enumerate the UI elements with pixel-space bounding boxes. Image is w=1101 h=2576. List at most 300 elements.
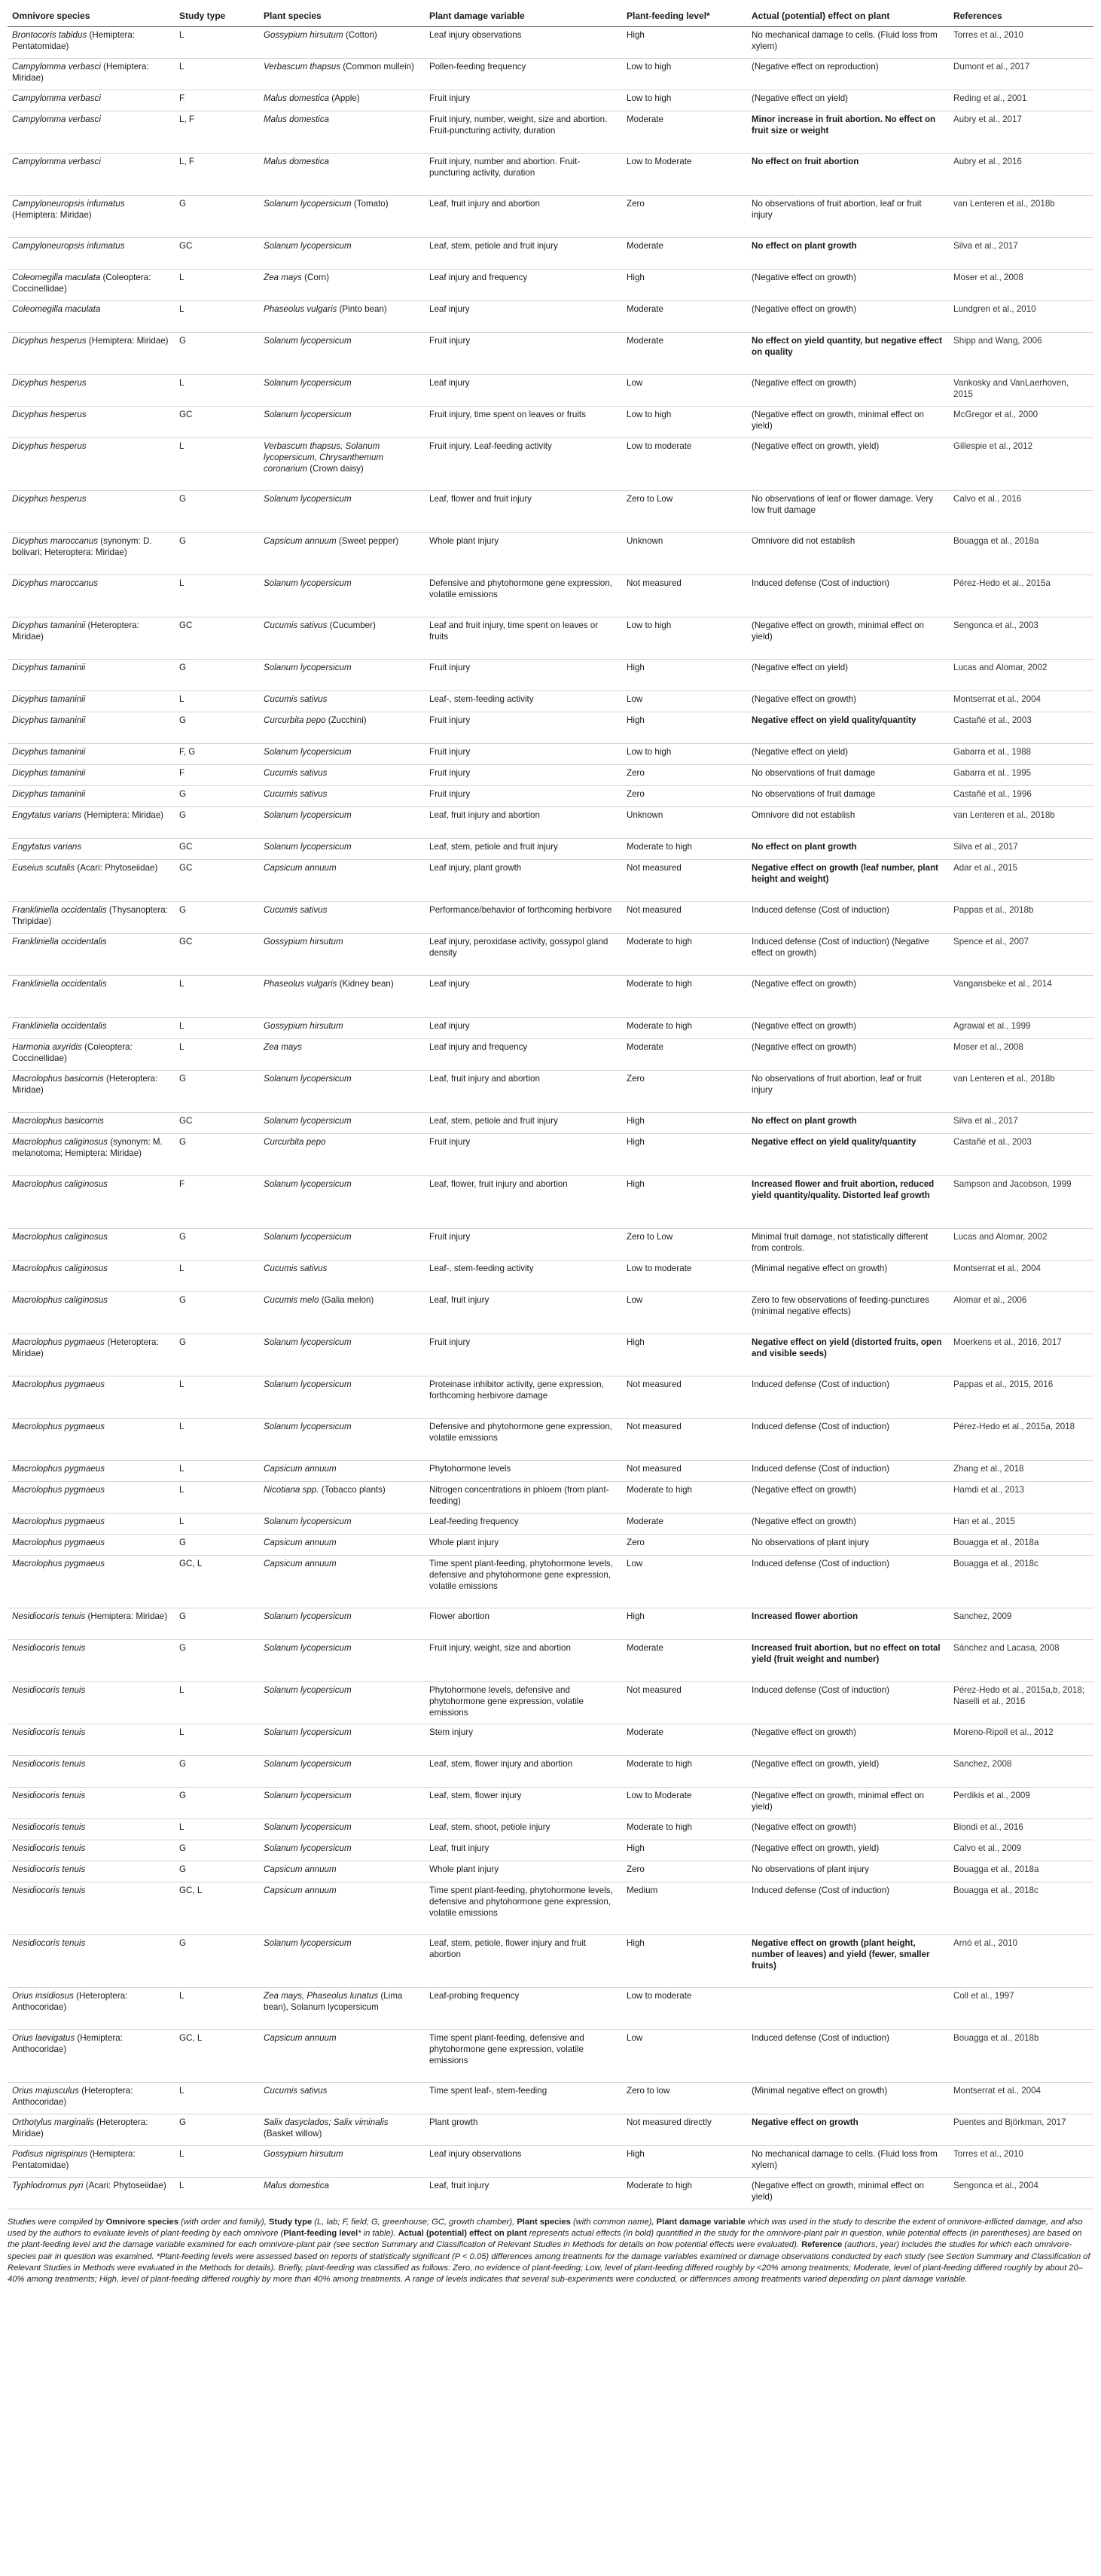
study-type-cell: L xyxy=(175,976,259,1018)
plant-name: Cucumis melo xyxy=(264,1295,319,1305)
table-row xyxy=(8,407,1093,438)
damage-variable-cell: Fruit injury, time spent on leaves or fruits xyxy=(425,407,622,438)
plant-name: Capsicum annuum xyxy=(264,1886,337,1895)
footnote-text: (authors, year) includes the studies for which each omnivore-species pair in question was examined. *Plant-feeding levels were assessed based on reports of statistically significant (P < 0.05) differences among treatments for the damage variables examined or damage observations conducted by each study (see Section Summary and Classification of Relevant Studies in Methods were evaluated in the Methods for details). Briefly, plant-feeding was classified as follows: Zero, no evidence of plant-feeding; Low, level of plant-feeding differed roughly by <20% among treatments; Moderate, level of plant-feeding differed roughly by about 20–40% among treatments; High, level of plant-feeding differed roughly by more than 40% among treatments. A range of levels indicates that several sub-experiments were conducted, or differences among treatments varied depending on plant damage variable. xyxy=(8,2240,1090,2285)
species-name: Dicyphus hesperus xyxy=(12,336,87,346)
species-order: (Coleoptera: Coccinellidae) xyxy=(12,273,151,294)
species-order: (Heteroptera: Miridae) xyxy=(12,2117,148,2139)
omnivore-species-cell xyxy=(8,1419,175,1461)
table-row xyxy=(8,1334,1093,1376)
species-order: (Hemiptera: Miridae) xyxy=(84,810,164,820)
table-row xyxy=(8,1419,1093,1461)
study-type-cell: L xyxy=(175,1261,259,1292)
reference-cell: Pérez-Hedo et al., 2015a,b, 2018; Naselli et al., 2016 xyxy=(949,1682,1093,1724)
plant-species-cell xyxy=(259,1376,425,1419)
reference-cell: Bouagga et al., 2018a xyxy=(949,1535,1093,1556)
reference-cell: Pérez-Hedo et al., 2015a xyxy=(949,575,1093,617)
plant-name: Solanum lycopersicum xyxy=(264,1643,352,1653)
plant-species-cell xyxy=(259,660,425,691)
feeding-level-cell: Low to Moderate xyxy=(622,1788,747,1819)
study-type-cell: G xyxy=(175,533,259,575)
feeding-level-cell: High xyxy=(622,1176,747,1229)
species-order: (Hemiptera: Miridae) xyxy=(88,336,169,346)
plant-species-cell xyxy=(259,2146,425,2178)
plant-species-cell xyxy=(259,1261,425,1292)
study-type-cell: G xyxy=(175,807,259,839)
reference-cell: van Lenteren et al., 2018b xyxy=(949,1071,1093,1113)
species-name: Dicyphus hesperus xyxy=(12,410,87,419)
damage-variable-cell: Fruit injury, weight, size and abortion xyxy=(425,1640,622,1682)
omnivore-species-cell xyxy=(8,1376,175,1419)
study-type-cell: L xyxy=(175,691,259,712)
feeding-level-cell: Not measured xyxy=(622,860,747,902)
reference-cell: Moser et al., 2008 xyxy=(949,1039,1093,1071)
damage-variable-cell: Leaf-, stem-feeding activity xyxy=(425,1261,622,1292)
col-header-references: References xyxy=(949,8,1093,27)
species-name: Nesidiocoris tenuis xyxy=(12,1727,86,1737)
plant-common-name: (Galia melon) xyxy=(321,1295,374,1305)
feeding-level-cell: Moderate to high xyxy=(622,934,747,976)
omnivore-species-cell xyxy=(8,1608,175,1640)
footnote-text: (with order and family), xyxy=(178,2218,269,2227)
reference-cell: Montserrat et al., 2004 xyxy=(949,1261,1093,1292)
species-name: Coleomegilla maculata xyxy=(12,304,101,314)
damage-variable-cell: Leaf, stem, petiole and fruit injury xyxy=(425,238,622,270)
species-order: (Thysanoptera: Thripidae) xyxy=(12,905,168,926)
effect-on-plant-cell: Negative effect on yield quality/quantity xyxy=(747,712,949,744)
omnivore-species-cell xyxy=(8,2114,175,2146)
footnote-text: (L, lab; F, field; G, greenhouse; GC, growth chamber), xyxy=(312,2218,517,2227)
omnivore-species-cell xyxy=(8,902,175,934)
species-name: Nesidiocoris tenuis xyxy=(12,1611,86,1621)
effect-on-plant-cell: Induced defense (Cost of induction) xyxy=(747,1419,949,1461)
study-type-cell: L xyxy=(175,301,259,333)
table-row xyxy=(8,90,1093,111)
species-name: Nesidiocoris tenuis xyxy=(12,1843,86,1853)
damage-variable-cell: Leaf injury and frequency xyxy=(425,1039,622,1071)
effect-on-plant-cell: Induced defense (Cost of induction) xyxy=(747,575,949,617)
damage-variable-cell: Fruit injury xyxy=(425,744,622,765)
reference-cell: Puentes and Björkman, 2017 xyxy=(949,2114,1093,2146)
table-row xyxy=(8,1482,1093,1514)
damage-variable-cell: Stem injury xyxy=(425,1724,622,1756)
species-name: Engytatus varians xyxy=(12,810,82,820)
species-name: Macrolophus basicornis xyxy=(12,1116,104,1126)
study-type-cell: G xyxy=(175,786,259,807)
table-row xyxy=(8,860,1093,902)
species-name: Engytatus varians xyxy=(12,842,82,852)
plant-species-cell xyxy=(259,1840,425,1861)
species-name: Typhlodromus pyri xyxy=(12,2181,84,2190)
omnivore-species-cell xyxy=(8,976,175,1018)
species-order: (Heteroptera: Anthocoridae) xyxy=(12,1991,128,2012)
plant-name: Phaseolus vulgaris xyxy=(264,304,337,314)
species-name: Frankliniella occidentalis xyxy=(12,979,107,989)
omnivore-species-cell xyxy=(8,59,175,90)
species-order: (Acari: Phytoseiidae) xyxy=(77,863,158,873)
study-type-cell: G xyxy=(175,333,259,375)
species-name: Euseius scutalis xyxy=(12,863,75,873)
reference-cell: Hamdi et al., 2013 xyxy=(949,1482,1093,1514)
effect-on-plant-cell: No effect on plant growth xyxy=(747,839,949,860)
damage-variable-cell: Time spent leaf-, stem-feeding xyxy=(425,2083,622,2114)
plant-name: Solanum lycopersicum xyxy=(264,241,352,251)
plant-name: Solanum lycopersicum xyxy=(264,1116,352,1126)
table-row xyxy=(8,238,1093,270)
damage-variable-cell: Leaf, fruit injury xyxy=(425,1840,622,1861)
damage-variable-cell: Leaf, stem, petiole and fruit injury xyxy=(425,839,622,860)
footnote-key: Actual (potential) effect on plant xyxy=(398,2229,527,2239)
damage-variable-cell: Leaf injury, plant growth xyxy=(425,860,622,902)
plant-name: Zea mays xyxy=(264,1042,302,1052)
omnivore-species-cell xyxy=(8,90,175,111)
table-row xyxy=(8,1292,1093,1334)
feeding-level-cell: Moderate to high xyxy=(622,1819,747,1840)
study-type-cell: L xyxy=(175,1376,259,1419)
plant-name: Capsicum annuum xyxy=(264,536,337,546)
table-row xyxy=(8,2146,1093,2178)
damage-variable-cell: Phytohormone levels xyxy=(425,1461,622,1482)
table-row xyxy=(8,839,1093,860)
plant-common-name: (Kidney bean) xyxy=(339,979,394,989)
damage-variable-cell: Leaf, fruit injury and abortion xyxy=(425,807,622,839)
feeding-level-cell: Not measured xyxy=(622,902,747,934)
plant-common-name: (Zucchini) xyxy=(328,715,367,725)
plant-name: Solanum lycopersicum xyxy=(264,1822,352,1832)
plant-species-cell xyxy=(259,1682,425,1724)
feeding-level-cell: Low to high xyxy=(622,59,747,90)
effect-on-plant-cell: No effect on yield quantity, but negative effect on quality xyxy=(747,333,949,375)
damage-variable-cell: Time spent plant-feeding, phytohormone levels, defensive and phytohormone gene expression, volatile emissions xyxy=(425,1882,622,1935)
effect-on-plant-cell: No observations of fruit damage xyxy=(747,765,949,786)
feeding-level-cell: High xyxy=(622,2146,747,2178)
feeding-level-cell: Low to moderate xyxy=(622,1261,747,1292)
species-name: Macrolophus pygmaeus xyxy=(12,1485,105,1495)
damage-variable-cell: Fruit injury xyxy=(425,660,622,691)
damage-variable-cell: Leaf and fruit injury, time spent on leaves or fruits xyxy=(425,617,622,660)
plant-name: Nicotiana spp. xyxy=(264,1485,319,1495)
plant-species-cell xyxy=(259,617,425,660)
species-name: Nesidiocoris tenuis xyxy=(12,1886,86,1895)
table-row xyxy=(8,1113,1093,1134)
omnivore-species-cell xyxy=(8,1334,175,1376)
footnote-text: Studies were compiled by xyxy=(8,2218,106,2227)
plant-species-cell xyxy=(259,491,425,533)
plant-species-cell xyxy=(259,333,425,375)
study-type-cell: G xyxy=(175,1071,259,1113)
study-type-cell: L xyxy=(175,1482,259,1514)
plant-species-cell xyxy=(259,111,425,154)
species-name: Campylomma verbasci xyxy=(12,157,101,166)
effect-on-plant-cell: Negative effect on yield quality/quantity xyxy=(747,1134,949,1176)
reference-cell: Lucas and Alomar, 2002 xyxy=(949,1229,1093,1261)
table-row xyxy=(8,1514,1093,1535)
footnote-text: (with common name), xyxy=(570,2218,657,2227)
omnivore-species-cell xyxy=(8,196,175,238)
omnivore-species-cell xyxy=(8,934,175,976)
species-name: Coleomegilla maculata xyxy=(12,273,101,282)
feeding-level-cell: High xyxy=(622,1113,747,1134)
study-type-cell: G xyxy=(175,660,259,691)
reference-cell: Vankosky and VanLaerhoven, 2015 xyxy=(949,375,1093,407)
plant-common-name: (Cotton) xyxy=(345,30,377,40)
feeding-level-cell: Not measured xyxy=(622,1419,747,1461)
table-row xyxy=(8,691,1093,712)
plant-name: Solanum lycopersicum xyxy=(264,842,352,852)
damage-variable-cell: Leaf, flower and fruit injury xyxy=(425,491,622,533)
study-type-cell: G xyxy=(175,1292,259,1334)
plant-name: Cucumis sativus xyxy=(264,905,328,915)
species-name: Dicyphus hesperus xyxy=(12,378,87,388)
reference-cell: Moreno-Ripoll et al., 2012 xyxy=(949,1724,1093,1756)
reference-cell: van Lenteren et al., 2018b xyxy=(949,196,1093,238)
feeding-level-cell: Zero xyxy=(622,1071,747,1113)
table-header xyxy=(8,8,1093,27)
table-row xyxy=(8,1724,1093,1756)
damage-variable-cell: Leaf injury observations xyxy=(425,2146,622,2178)
effect-on-plant-cell: (Negative effect on growth, yield) xyxy=(747,438,949,491)
plant-name: Solanum lycopersicum xyxy=(264,663,352,672)
plant-species-cell xyxy=(259,976,425,1018)
study-type-cell: L xyxy=(175,2146,259,2178)
reference-cell: Bouagga et al., 2018a xyxy=(949,533,1093,575)
omnivore-species-cell xyxy=(8,1292,175,1334)
effect-on-plant-cell: Omnivore did not establish xyxy=(747,533,949,575)
plant-species-cell xyxy=(259,301,425,333)
feeding-level-cell: Moderate xyxy=(622,1640,747,1682)
table-row xyxy=(8,1229,1093,1261)
omnivore-species-cell xyxy=(8,1461,175,1482)
species-name: Dicyphus tamaninii xyxy=(12,694,86,704)
damage-variable-cell: Leaf, flower, fruit injury and abortion xyxy=(425,1176,622,1229)
plant-name: Solanum lycopersicum xyxy=(264,810,352,820)
plant-name: Solanum lycopersicum xyxy=(264,578,352,588)
species-order: (Coleoptera: Coccinellidae) xyxy=(12,1042,133,1063)
plant-name: Curcurbita pepo xyxy=(264,1137,326,1147)
species-order: (synonym: D. bolivari; Heteroptera: Miridae) xyxy=(12,536,152,557)
species-name: Podisus nigrispinus xyxy=(12,2149,87,2159)
feeding-level-cell: Not measured xyxy=(622,575,747,617)
damage-variable-cell: Leaf, stem, petiole, flower injury and fruit abortion xyxy=(425,1935,622,1988)
omnivore-species-cell xyxy=(8,1113,175,1134)
plant-name: Malus domestica xyxy=(264,2181,329,2190)
plant-name: Cucumis sativus xyxy=(264,2086,328,2096)
omnivore-species-cell xyxy=(8,1482,175,1514)
plant-species-cell xyxy=(259,1819,425,1840)
reference-cell: Pappas et al., 2015, 2016 xyxy=(949,1376,1093,1419)
footnote-key: Reference xyxy=(801,2240,843,2250)
plant-species-cell xyxy=(259,1861,425,1882)
effect-on-plant-cell: (Negative effect on growth, minimal effect on yield) xyxy=(747,2178,949,2209)
effect-on-plant-cell: (Negative effect on yield) xyxy=(747,744,949,765)
effect-on-plant-cell: (Negative effect on growth, minimal effect on yield) xyxy=(747,617,949,660)
feeding-level-cell: Moderate to high xyxy=(622,2178,747,2209)
plant-species-cell xyxy=(259,375,425,407)
omnivore-species-cell xyxy=(8,660,175,691)
reference-cell: Pérez-Hedo et al., 2015a, 2018 xyxy=(949,1419,1093,1461)
study-type-cell: F xyxy=(175,90,259,111)
omnivore-species-cell xyxy=(8,1840,175,1861)
omnivore-species-cell xyxy=(8,27,175,59)
effect-on-plant-cell: (Negative effect on growth, yield) xyxy=(747,1840,949,1861)
plant-species-cell xyxy=(259,2030,425,2083)
plant-name: Zea mays xyxy=(264,273,302,282)
study-type-cell: G xyxy=(175,1334,259,1376)
footnote-key: Plant damage variable xyxy=(656,2218,746,2227)
study-type-cell: L xyxy=(175,1018,259,1039)
effect-on-plant-cell: No effect on plant growth xyxy=(747,1113,949,1134)
omnivore-species-cell xyxy=(8,333,175,375)
feeding-level-cell: Moderate to high xyxy=(622,1018,747,1039)
table-row xyxy=(8,375,1093,407)
omnivore-species-cell xyxy=(8,533,175,575)
damage-variable-cell: Fruit injury xyxy=(425,1134,622,1176)
effect-on-plant-cell xyxy=(747,1988,949,2030)
reference-cell: Castañé et al., 2003 xyxy=(949,712,1093,744)
effect-on-plant-cell: Induced defense (Cost of induction) xyxy=(747,1556,949,1608)
study-type-cell: G xyxy=(175,2114,259,2146)
omnivore-species-cell xyxy=(8,1861,175,1882)
species-name: Frankliniella occidentalis xyxy=(12,1021,107,1031)
plant-species-cell xyxy=(259,1461,425,1482)
species-name: Nesidiocoris tenuis xyxy=(12,1759,86,1769)
table-row xyxy=(8,1461,1093,1482)
study-type-cell: G xyxy=(175,491,259,533)
effect-on-plant-cell: Induced defense (Cost of induction) xyxy=(747,1882,949,1935)
plant-species-cell xyxy=(259,27,425,59)
omnivore-species-cell xyxy=(8,617,175,660)
feeding-level-cell: Zero to Low xyxy=(622,1229,747,1261)
feeding-level-cell: Moderate to high xyxy=(622,839,747,860)
species-name: Orius insidiosus xyxy=(12,1991,74,2001)
feeding-level-cell: Moderate to high xyxy=(622,976,747,1018)
effect-on-plant-cell: (Negative effect on growth, minimal effect on yield) xyxy=(747,407,949,438)
feeding-level-cell: Low xyxy=(622,1556,747,1608)
effect-on-plant-cell: (Negative effect on yield) xyxy=(747,90,949,111)
plant-species-cell xyxy=(259,1556,425,1608)
omnivore-species-cell xyxy=(8,1535,175,1556)
species-name: Campyloneuropsis infumatus xyxy=(12,199,125,209)
feeding-level-cell: Moderate xyxy=(622,1724,747,1756)
species-name: Campylomma verbasci xyxy=(12,62,101,72)
omnivore-species-cell xyxy=(8,111,175,154)
plant-species-cell xyxy=(259,407,425,438)
species-name: Macrolophus pygmaeus xyxy=(12,1422,105,1431)
feeding-level-cell: High xyxy=(622,1134,747,1176)
damage-variable-cell: Whole plant injury xyxy=(425,533,622,575)
damage-variable-cell: Nitrogen concentrations in phloem (from plant-feeding) xyxy=(425,1482,622,1514)
damage-variable-cell: Whole plant injury xyxy=(425,1861,622,1882)
damage-variable-cell: Fruit injury xyxy=(425,765,622,786)
species-name: Dicyphus hesperus xyxy=(12,441,87,451)
species-name: Dicyphus tamaninii xyxy=(12,715,86,725)
table-row xyxy=(8,333,1093,375)
col-header-effect-on-plant: Actual (potential) effect on plant xyxy=(747,8,949,27)
study-type-cell: L xyxy=(175,2178,259,2209)
feeding-level-cell: Not measured xyxy=(622,1682,747,1724)
feeding-level-cell: Not measured xyxy=(622,1376,747,1419)
omnivore-species-cell xyxy=(8,270,175,301)
plant-common-name: (Pinto bean) xyxy=(339,304,387,314)
feeding-level-cell: Moderate xyxy=(622,333,747,375)
footnote-text: * in table). xyxy=(358,2229,398,2239)
damage-variable-cell: Leaf injury observations xyxy=(425,27,622,59)
species-name: Macrolophus basicornis xyxy=(12,1074,104,1084)
table-row xyxy=(8,301,1093,333)
omnivore-species-cell xyxy=(8,1018,175,1039)
effect-on-plant-cell: Increased flower and fruit abortion, reduced yield quantity/quality. Distorted leaf growth xyxy=(747,1176,949,1229)
plant-species-cell xyxy=(259,839,425,860)
table-body xyxy=(8,27,1093,2209)
plant-name: Capsicum annuum xyxy=(264,2033,337,2043)
species-name: Orthotylus marginalis xyxy=(12,2117,94,2127)
plant-species-cell xyxy=(259,934,425,976)
species-name: Macrolophus pygmaeus xyxy=(12,1538,105,1547)
plant-name: Capsicum annuum xyxy=(264,1464,337,1474)
plant-name: Malus domestica xyxy=(264,157,329,166)
study-type-cell: L xyxy=(175,59,259,90)
effect-on-plant-cell: Induced defense (Cost of induction) xyxy=(747,902,949,934)
table-row xyxy=(8,59,1093,90)
damage-variable-cell: Fruit injury xyxy=(425,1334,622,1376)
plant-name: Gossypium hirsutum xyxy=(264,937,343,947)
effect-on-plant-cell: No effect on fruit abortion xyxy=(747,154,949,196)
plant-name: Solanum lycopersicum xyxy=(264,1232,352,1242)
damage-variable-cell: Leaf injury, peroxidase activity, gossypol gland density xyxy=(425,934,622,976)
species-name: Brontocoris tabidus xyxy=(12,30,87,40)
species-name: Dicyphus tamaninii xyxy=(12,620,86,630)
table-row xyxy=(8,807,1093,839)
study-type-cell: L xyxy=(175,1724,259,1756)
plant-species-cell xyxy=(259,2114,425,2146)
table-row xyxy=(8,1935,1093,1988)
study-type-cell: G xyxy=(175,712,259,744)
reference-cell: Sengonca et al., 2004 xyxy=(949,2178,1093,2209)
feeding-level-cell: Low to moderate xyxy=(622,1988,747,2030)
feeding-level-cell: Moderate xyxy=(622,1039,747,1071)
damage-variable-cell: Leaf-probing frequency xyxy=(425,1988,622,2030)
omnivore-species-cell xyxy=(8,1640,175,1682)
species-name: Dicyphus hesperus xyxy=(12,494,87,504)
feeding-level-cell: Zero xyxy=(622,1861,747,1882)
plant-species-cell xyxy=(259,1176,425,1229)
plant-name: Verbascum thapsus xyxy=(264,62,341,72)
study-type-cell: GC xyxy=(175,860,259,902)
feeding-level-cell: Low to high xyxy=(622,617,747,660)
species-name: Campylomma verbasci xyxy=(12,93,101,103)
species-order: (Heteroptera: Miridae) xyxy=(12,620,139,642)
feeding-level-cell: Low to Moderate xyxy=(622,154,747,196)
table-row xyxy=(8,1640,1093,1682)
plant-species-cell xyxy=(259,902,425,934)
species-name: Dicyphus tamaninii xyxy=(12,663,86,672)
reference-cell: Torres et al., 2010 xyxy=(949,27,1093,59)
species-name: Campylomma verbasci xyxy=(12,114,101,124)
table-row xyxy=(8,902,1093,934)
study-type-cell: L, F xyxy=(175,154,259,196)
reference-cell: Bouagga et al., 2018c xyxy=(949,1556,1093,1608)
effect-on-plant-cell: No effect on plant growth xyxy=(747,238,949,270)
plant-common-name: (Crown daisy) xyxy=(310,464,364,474)
table-row xyxy=(8,1861,1093,1882)
study-type-cell: L xyxy=(175,1514,259,1535)
study-type-cell: G xyxy=(175,1788,259,1819)
feeding-level-cell: Low to high xyxy=(622,744,747,765)
plant-species-cell xyxy=(259,533,425,575)
plant-species-cell xyxy=(259,712,425,744)
plant-species-cell xyxy=(259,807,425,839)
damage-variable-cell: Phytohormone levels, defensive and phytohormone gene expression, volatile emissions xyxy=(425,1682,622,1724)
